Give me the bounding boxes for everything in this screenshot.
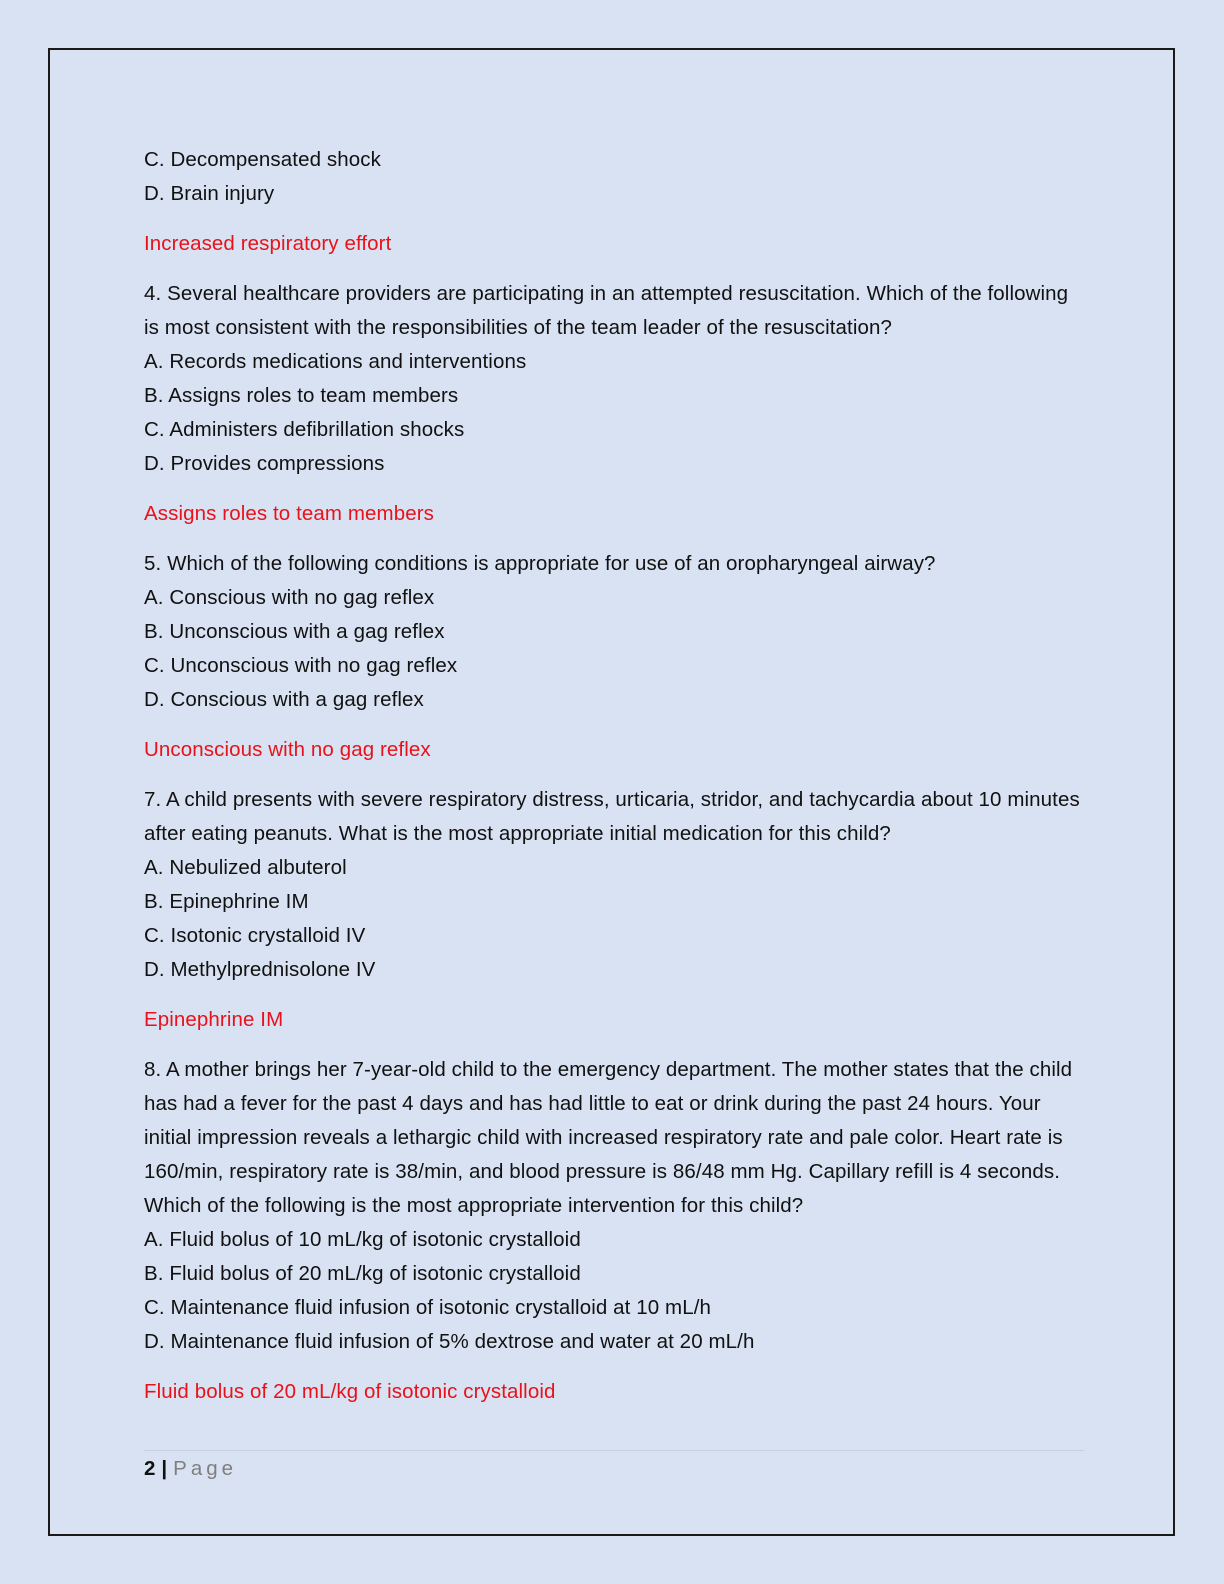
footer-divider [144, 1450, 1084, 1451]
option-c: C. Unconscious with no gag reflex [144, 654, 458, 677]
option-d: D. Maintenance fluid infusion of 5% dextrose and water at 20 mL/h [144, 1330, 755, 1353]
answer-text: Increased respiratory effort [144, 232, 392, 255]
option-b: B. Assigns roles to team members [144, 384, 459, 407]
option-c: C. Administers defibrillation shocks [144, 418, 465, 441]
answer-text: Epinephrine IM [144, 1008, 284, 1031]
page-footer [144, 1454, 237, 1484]
option-d: D. Brain injury [144, 182, 275, 205]
question-text: 8. A mother brings her 7-year-old child to the emergency department. The mother states that the child has had a fever for the past 4 days and has had little to eat or drink during the past 24 hours. Your initial impression reveals a lethargic child with increased respiratory rate and pale color. Heart rate is 160/min, respiratory rate is 38/min, and blood pressure is 86/48 mm Hg. Capillary refill is 4 seconds. Which of the following is the most appropriate intervention for this child? [144, 1058, 1073, 1217]
question-7 [144, 783, 1084, 1037]
option-a: A. Fluid bolus of 10 mL/kg of isotonic crystalloid [144, 1228, 581, 1251]
question-5 [144, 547, 1084, 767]
option-c: C. Maintenance fluid infusion of isotonic crystalloid at 10 mL/h [144, 1296, 712, 1319]
option-a: A. Records medications and interventions [144, 350, 527, 373]
answer-text: Assigns roles to team members [144, 502, 434, 525]
option-c: C. Isotonic crystalloid IV [144, 924, 366, 947]
question-text: 4. Several healthcare providers are participating in an attempted resuscitation. Which of the following is most consistent with the responsibilities of the team leader of the resuscitation? [144, 282, 1069, 339]
option-b: B. Unconscious with a gag reflex [144, 620, 445, 643]
question-text: 5. Which of the following conditions is appropriate for use of an oropharyngeal airway? [144, 552, 936, 575]
option-a: A. Conscious with no gag reflex [144, 586, 435, 609]
page-label: Page [173, 1457, 238, 1480]
option-d: D. Conscious with a gag reflex [144, 688, 424, 711]
question-4 [144, 277, 1084, 531]
footer-separator: | [161, 1457, 168, 1480]
page-number: 2 [144, 1457, 156, 1480]
option-d: D. Provides compressions [144, 452, 385, 475]
option-b: B. Fluid bolus of 20 mL/kg of isotonic crystalloid [144, 1262, 581, 1285]
question-text: 7. A child presents with severe respiratory distress, urticaria, stridor, and tachycardia about 10 minutes after eating peanuts. What is the most appropriate initial medication for this child? [144, 788, 1080, 845]
option-c: C. Decompensated shock [144, 148, 381, 171]
page-content [144, 143, 1084, 1425]
question-8 [144, 1053, 1084, 1409]
option-b: B. Epinephrine IM [144, 890, 309, 913]
answer-text: Unconscious with no gag reflex [144, 738, 431, 761]
option-d: D. Methylprednisolone IV [144, 958, 376, 981]
question-3-tail [144, 143, 1084, 261]
option-a: A. Nebulized albuterol [144, 856, 347, 879]
answer-text: Fluid bolus of 20 mL/kg of isotonic crystalloid [144, 1380, 556, 1403]
